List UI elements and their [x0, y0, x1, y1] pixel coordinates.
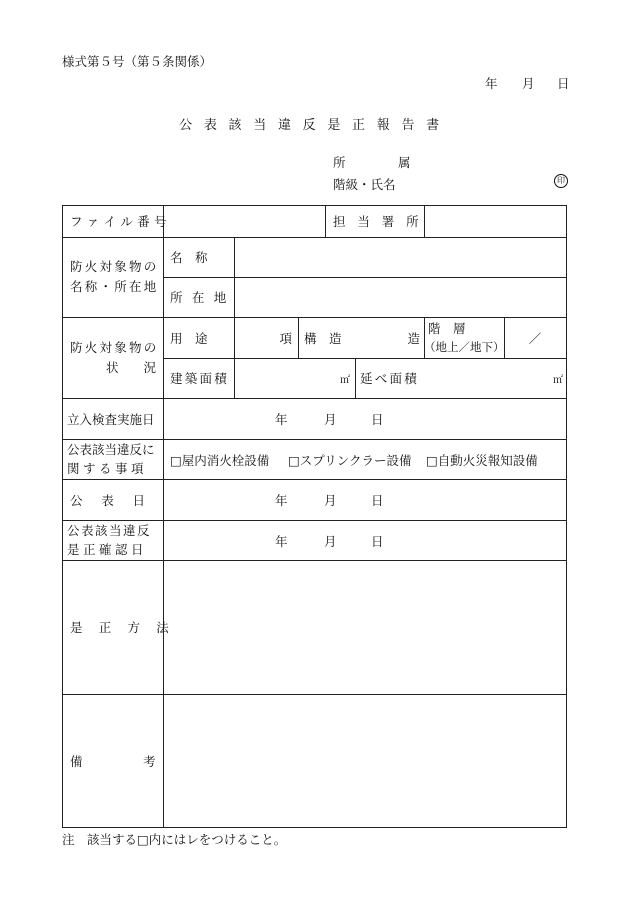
total-floor-area-field[interactable] — [424, 358, 563, 398]
violation-options — [164, 440, 566, 479]
correction-confirm-field[interactable] — [164, 521, 566, 560]
day-label: 日 — [371, 493, 384, 508]
correction-method-label: 是正方法 — [70, 620, 186, 635]
day-label: 日 — [371, 412, 384, 427]
structure-label: 構 造 — [304, 330, 342, 346]
address-label: 所在地 — [170, 290, 236, 305]
use-label: 用 途 — [170, 330, 208, 346]
office-field[interactable] — [425, 206, 565, 237]
seal-mark: 印 — [554, 174, 568, 188]
publication-date-label: 公 表 日 — [70, 492, 149, 508]
year-label: 年 — [275, 493, 288, 508]
form-number: 様式第５号（第５条関係） — [62, 54, 213, 69]
name-label: 名 称 — [170, 250, 208, 265]
date-year-label: 年 — [485, 76, 498, 91]
date-month-label: 月 — [522, 76, 535, 91]
address-field[interactable] — [235, 278, 565, 317]
structure-unit: 造 — [407, 330, 420, 346]
use-item-field[interactable] — [240, 317, 292, 358]
floors-separator: ／ — [528, 331, 542, 346]
publication-date-field[interactable] — [164, 480, 566, 520]
structure-field[interactable] — [360, 317, 420, 358]
inspection-date-field[interactable] — [164, 399, 566, 439]
building-area-field[interactable] — [236, 358, 350, 398]
day-label: 日 — [371, 533, 384, 549]
correction-method-field[interactable] — [164, 561, 566, 694]
checkbox-sprinkler[interactable]: □スプリンクラー設備 — [288, 452, 412, 468]
object-name-address-label: 防火対象物の 名称・所在地 — [70, 259, 159, 294]
checkbox-indoor-hydrant[interactable]: □屋内消火栓設備 — [170, 452, 270, 468]
floors-label: 階 層 （地上／地下） — [424, 321, 505, 354]
checkbox-fire-alarm[interactable]: □自動火災報知設備 — [426, 452, 538, 468]
month-label: 月 — [324, 533, 337, 549]
object-status-label: 防火対象物の 状 況 — [70, 339, 159, 375]
month-label: 月 — [324, 493, 337, 508]
building-area-unit: ㎡ — [340, 374, 350, 386]
date-day-label: 日 — [557, 76, 570, 91]
document-title: 公表該当違反是正報告書 — [179, 118, 451, 133]
month-label: 月 — [324, 412, 337, 427]
correction-confirm-label: 公表該当違反 是正確認日 — [67, 523, 152, 557]
floors-field[interactable] — [505, 318, 565, 358]
total-floor-area-unit: ㎡ — [553, 374, 563, 386]
file-number-label: ファイル番号 — [70, 214, 172, 229]
violation-items-label: 公表該当違反に 関する事項 — [67, 442, 155, 476]
remarks-field[interactable] — [164, 695, 566, 827]
item-unit: 項 — [279, 330, 292, 346]
footnote: 注 該当する□内にはレをつけること。 — [62, 832, 287, 847]
office-label: 担当署所 — [333, 214, 431, 229]
name-field[interactable] — [235, 238, 565, 277]
year-label: 年 — [275, 412, 288, 427]
total-floor-area-label: 延べ面積 — [360, 371, 420, 386]
rank-name-label: 階級・氏名 — [333, 177, 396, 192]
remarks-label: 備 考 — [70, 753, 168, 769]
file-number-field[interactable] — [164, 206, 324, 237]
building-area-label: 建築面積 — [170, 371, 230, 386]
year-label: 年 — [275, 533, 288, 549]
affiliation-label: 所 属 — [333, 155, 431, 170]
inspection-date-label: 立入検査実施日 — [67, 411, 155, 427]
